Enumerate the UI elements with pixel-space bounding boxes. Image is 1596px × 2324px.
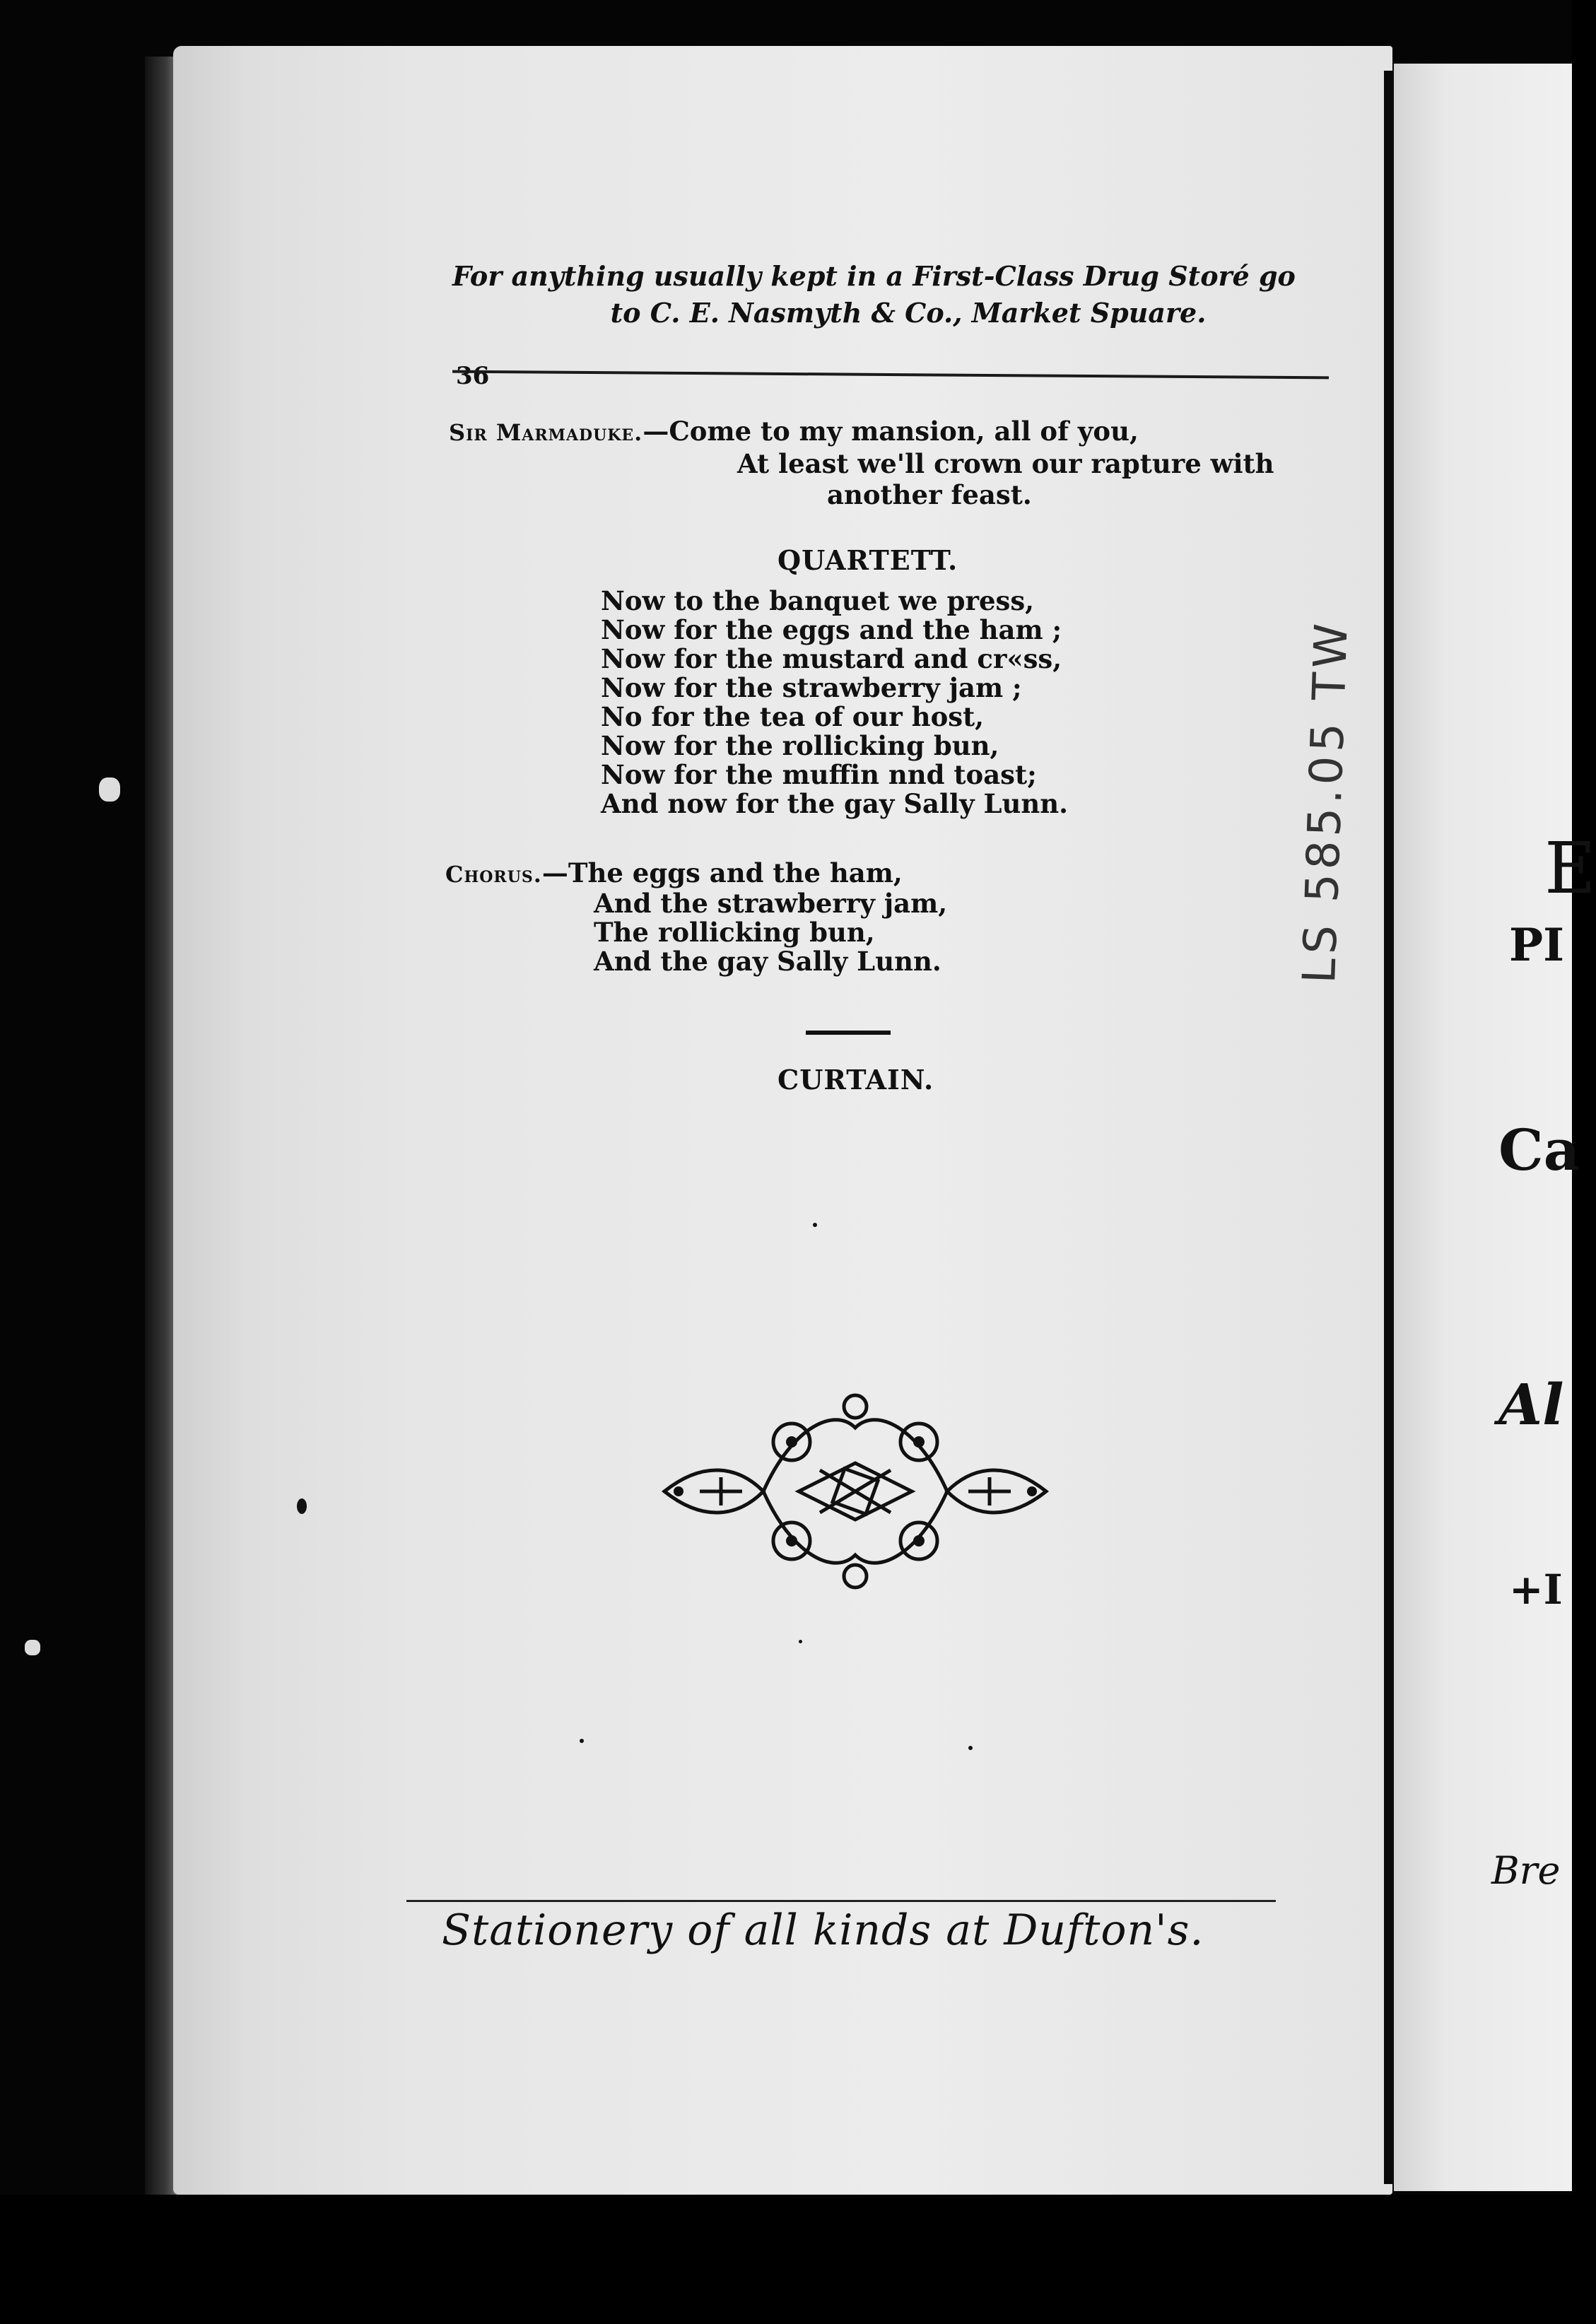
left-page [173, 46, 1392, 2195]
chorus-block [445, 859, 947, 976]
chorus-line: And the strawberry jam, [594, 888, 948, 919]
verse-line: And now for the gay Sally Lunn. [601, 788, 1069, 819]
scan-speck [25, 1640, 40, 1655]
section-divider [806, 1031, 891, 1035]
quartett-heading: QUARTETT. [778, 544, 958, 576]
scan-speck [99, 777, 120, 802]
right-page-fragment: Bre [1491, 1848, 1561, 1893]
verse-line: Now for the strawberry jam ; [601, 672, 1022, 703]
speech-line-3: another feast. [827, 479, 1032, 510]
scan-speck [968, 1746, 973, 1750]
scroll-ornament-icon [657, 1385, 1053, 1597]
footer-rule [406, 1900, 1276, 1902]
chorus-line: The rollicking bun, [594, 917, 875, 948]
chorus-first-line [445, 859, 947, 889]
call-number-annotation: LS 585.05 TW [1293, 618, 1359, 985]
speech-first-line [449, 416, 1139, 447]
quartett-verse [601, 587, 1068, 818]
speech-block [449, 416, 1332, 510]
right-page-fragment: E [1544, 827, 1596, 910]
scan-speck [297, 1498, 307, 1514]
speaker-name: Sir Marmaduke. [449, 419, 643, 446]
header-advertisement [452, 258, 1336, 331]
verse-line: No for the tea of our host, [601, 701, 985, 732]
chorus-speaker: Chorus. [445, 861, 542, 888]
speech-line-2: At least we'll crown our rapture with [737, 448, 1274, 479]
verse-line: Now for the eggs and the ham ; [601, 614, 1062, 645]
speech-line-1: —Come to my mansion, all of you, [642, 416, 1139, 447]
header-ad-line-2: to C. E. Nasmyth & Co., Market Spuare. [610, 297, 1207, 329]
scan-speck [799, 1640, 802, 1643]
scan-speck [580, 1739, 584, 1743]
verse-line: Now for the muffin nnd toast; [601, 759, 1037, 790]
right-page-fragment: Al [1498, 1371, 1564, 1438]
chorus-line: —The eggs and the ham, [541, 857, 903, 888]
curtain-heading: CURTAIN. [778, 1064, 934, 1096]
bottom-dark-band [0, 2195, 1572, 2324]
book-gutter [1384, 71, 1394, 2184]
verse-line: Now to the banquet we press, [601, 585, 1035, 616]
scan-speck [813, 1223, 817, 1227]
verse-line: Now for the mustard and cr«ss, [601, 643, 1062, 674]
page-number: 36 [456, 362, 490, 390]
chorus-line: And the gay Sally Lunn. [594, 946, 941, 977]
verse-line: Now for the rollicking bun, [601, 730, 999, 761]
right-page-fragment: +I [1509, 1566, 1563, 1614]
right-page-fragment: PI [1509, 919, 1565, 972]
header-ad-line-1: For anything usually kept in a First-Class Drug Storé go [452, 260, 1296, 292]
footer-advertisement: Stationery of all kinds at Dufton's. [442, 1906, 1204, 1955]
right-page-fragment: Ca [1498, 1117, 1580, 1183]
